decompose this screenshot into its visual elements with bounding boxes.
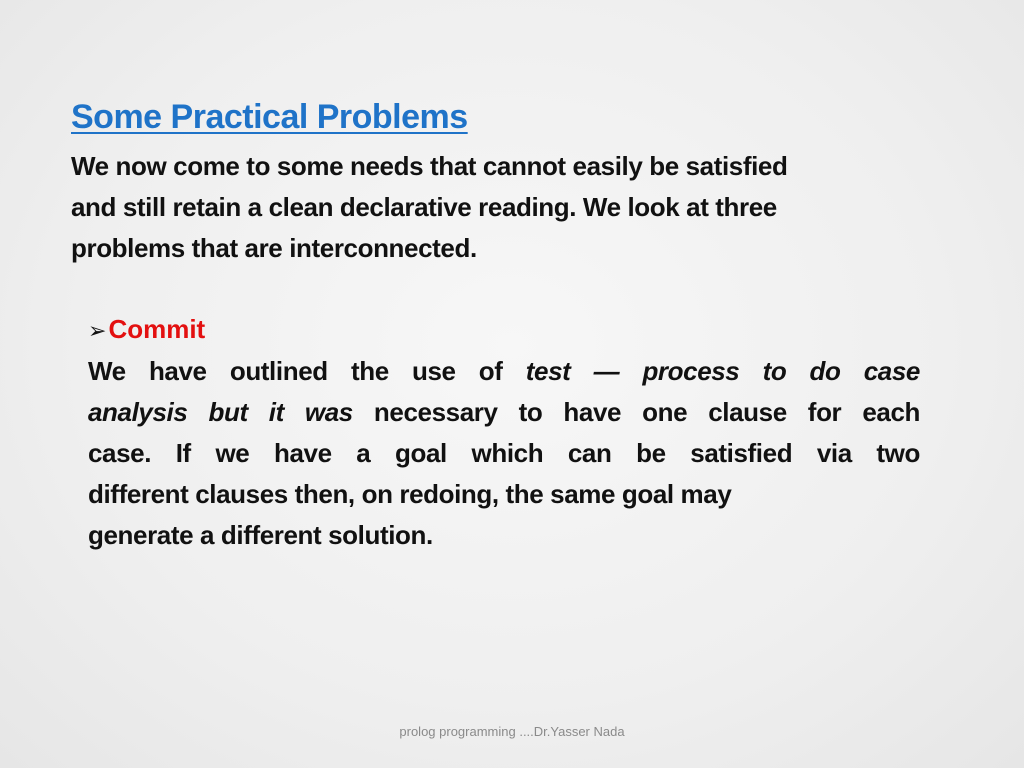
bullet-label: Commit [108, 314, 206, 344]
body-text: necessary to have one clause for each [352, 397, 920, 427]
arrow-bullet-icon: ➢ [88, 319, 107, 344]
slide-title: Some Practical Problems [71, 98, 468, 136]
body-line: case. If we have a goal which can be satisfied via two [88, 438, 920, 468]
body-line: different clauses then, on redoing, the same goal may [88, 479, 732, 509]
body-line [88, 351, 920, 392]
body-line [88, 392, 920, 433]
commit-paragraph [88, 351, 920, 556]
body-text: We have outlined the use of [88, 356, 526, 386]
footer-text: prolog programming ....Dr.Yasser Nada [399, 724, 625, 739]
intro-line: problems that are interconnected. [71, 233, 477, 263]
intro-line: We now come to some needs that cannot easily be satisfied [71, 151, 788, 181]
body-line: generate a different solution. [88, 520, 433, 550]
body-italic-text: analysis but it was [88, 397, 353, 427]
footer [0, 724, 1024, 739]
bullet-commit [88, 312, 205, 349]
intro-line: and still retain a clean declarative reading. We look at three [71, 192, 777, 222]
intro-paragraph [71, 146, 931, 269]
body-italic-text: test — process to do case [525, 356, 920, 386]
